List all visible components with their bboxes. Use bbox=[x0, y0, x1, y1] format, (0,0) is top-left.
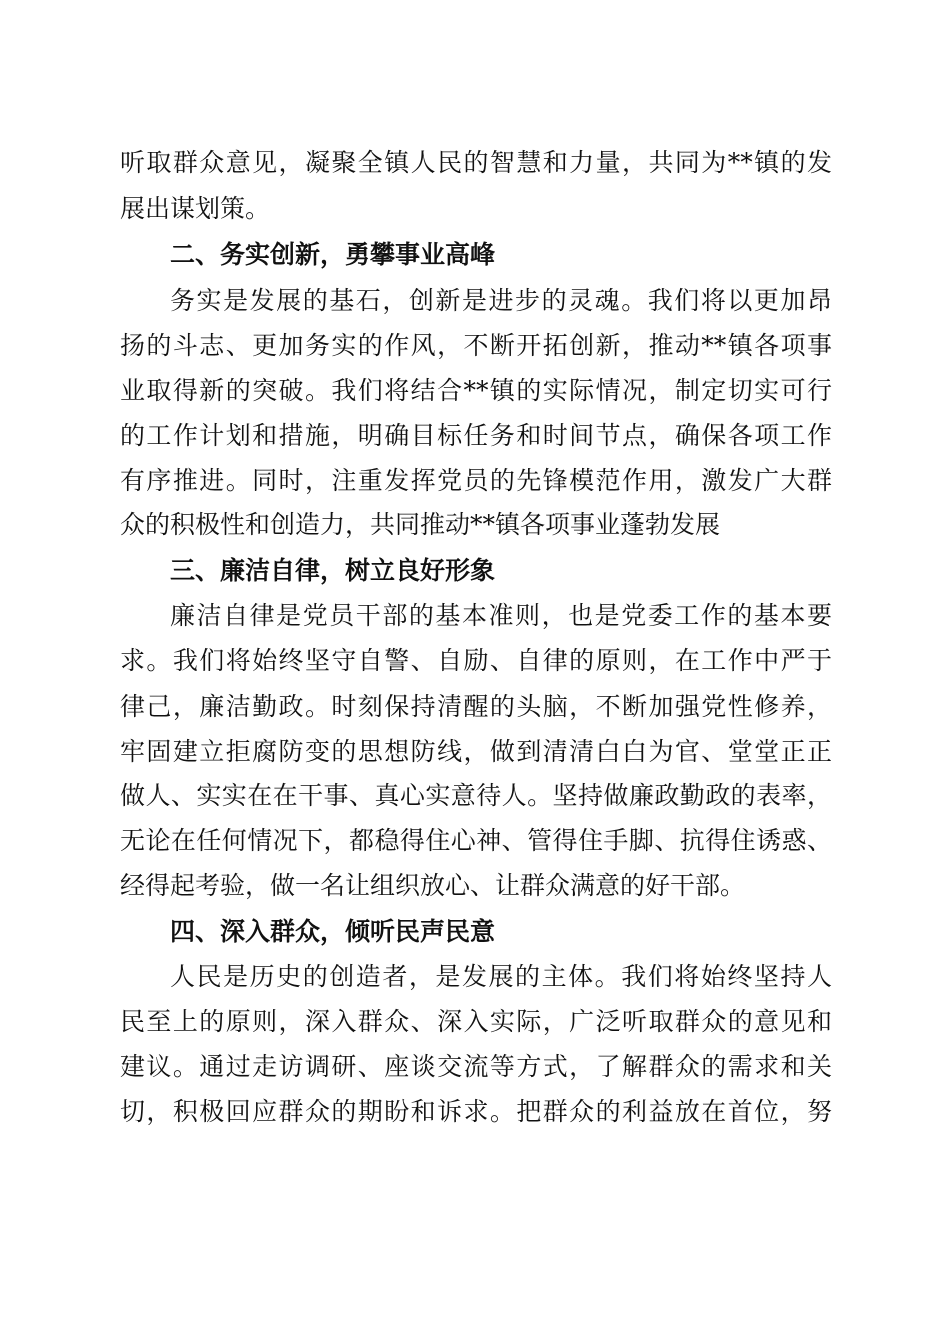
paragraph-line: 的工作计划和措施，明确目标任务和时间节点，确保各项工作 bbox=[120, 421, 832, 450]
paragraph-line: 经得起考验，做一名让组织放心、让群众满意的好干部。 bbox=[120, 871, 746, 900]
paragraph-line: 务实是发展的基石，创新是进步的灵魂。我们将以更加昂 bbox=[170, 286, 832, 315]
section-heading-2: 二、务实创新，勇攀事业高峰 bbox=[170, 240, 496, 269]
section-heading-4: 四、深入群众，倾听民声民意 bbox=[170, 917, 496, 946]
paragraph-line: 求。我们将始终坚守自警、自励、自律的原则，在工作中严于 bbox=[120, 646, 832, 675]
paragraph-line: 牢固建立拒腐防变的思想防线，做到清清白白为官、堂堂正正 bbox=[120, 737, 832, 766]
paragraph-line: 无论在任何情况下，都稳得住心神、管得住手脚、抗得住诱惑、 bbox=[120, 826, 832, 855]
paragraph-line: 扬的斗志、更加务实的作风，不断开拓创新，推动**镇各项事 bbox=[120, 331, 832, 360]
paragraph-line: 展出谋划策。 bbox=[120, 194, 271, 223]
paragraph-line: 人民是历史的创造者，是发展的主体。我们将始终坚持人 bbox=[170, 962, 832, 991]
paragraph-line: 有序推进。同时，注重发挥党员的先锋模范作用，激发广大群 bbox=[120, 466, 832, 495]
section-heading-3: 三、廉洁自律，树立良好形象 bbox=[170, 556, 496, 585]
paragraph-line: 业取得新的突破。我们将结合**镇的实际情况，制定切实可行 bbox=[120, 376, 832, 405]
paragraph-line: 做人、实实在在干事、真心实意待人。坚持做廉政勤政的表率， bbox=[120, 781, 832, 810]
paragraph-line: 切，积极回应群众的期盼和诉求。把群众的利益放在首位，努 bbox=[120, 1097, 832, 1126]
paragraph-line: 听取群众意见，凝聚全镇人民的智慧和力量，共同为**镇的发 bbox=[120, 148, 832, 177]
paragraph-line: 众的积极性和创造力，共同推动**镇各项事业蓬勃发展 bbox=[120, 510, 721, 539]
paragraph-line: 建议。通过走访调研、座谈交流等方式，了解群众的需求和关 bbox=[120, 1052, 832, 1081]
paragraph-line: 律己，廉洁勤政。时刻保持清醒的头脑，不断加强党性修养， bbox=[120, 692, 832, 721]
paragraph-line: 廉洁自律是党员干部的基本准则，也是党委工作的基本要 bbox=[170, 601, 832, 630]
paragraph-line: 民至上的原则，深入群众、深入实际，广泛听取群众的意见和 bbox=[120, 1007, 832, 1036]
